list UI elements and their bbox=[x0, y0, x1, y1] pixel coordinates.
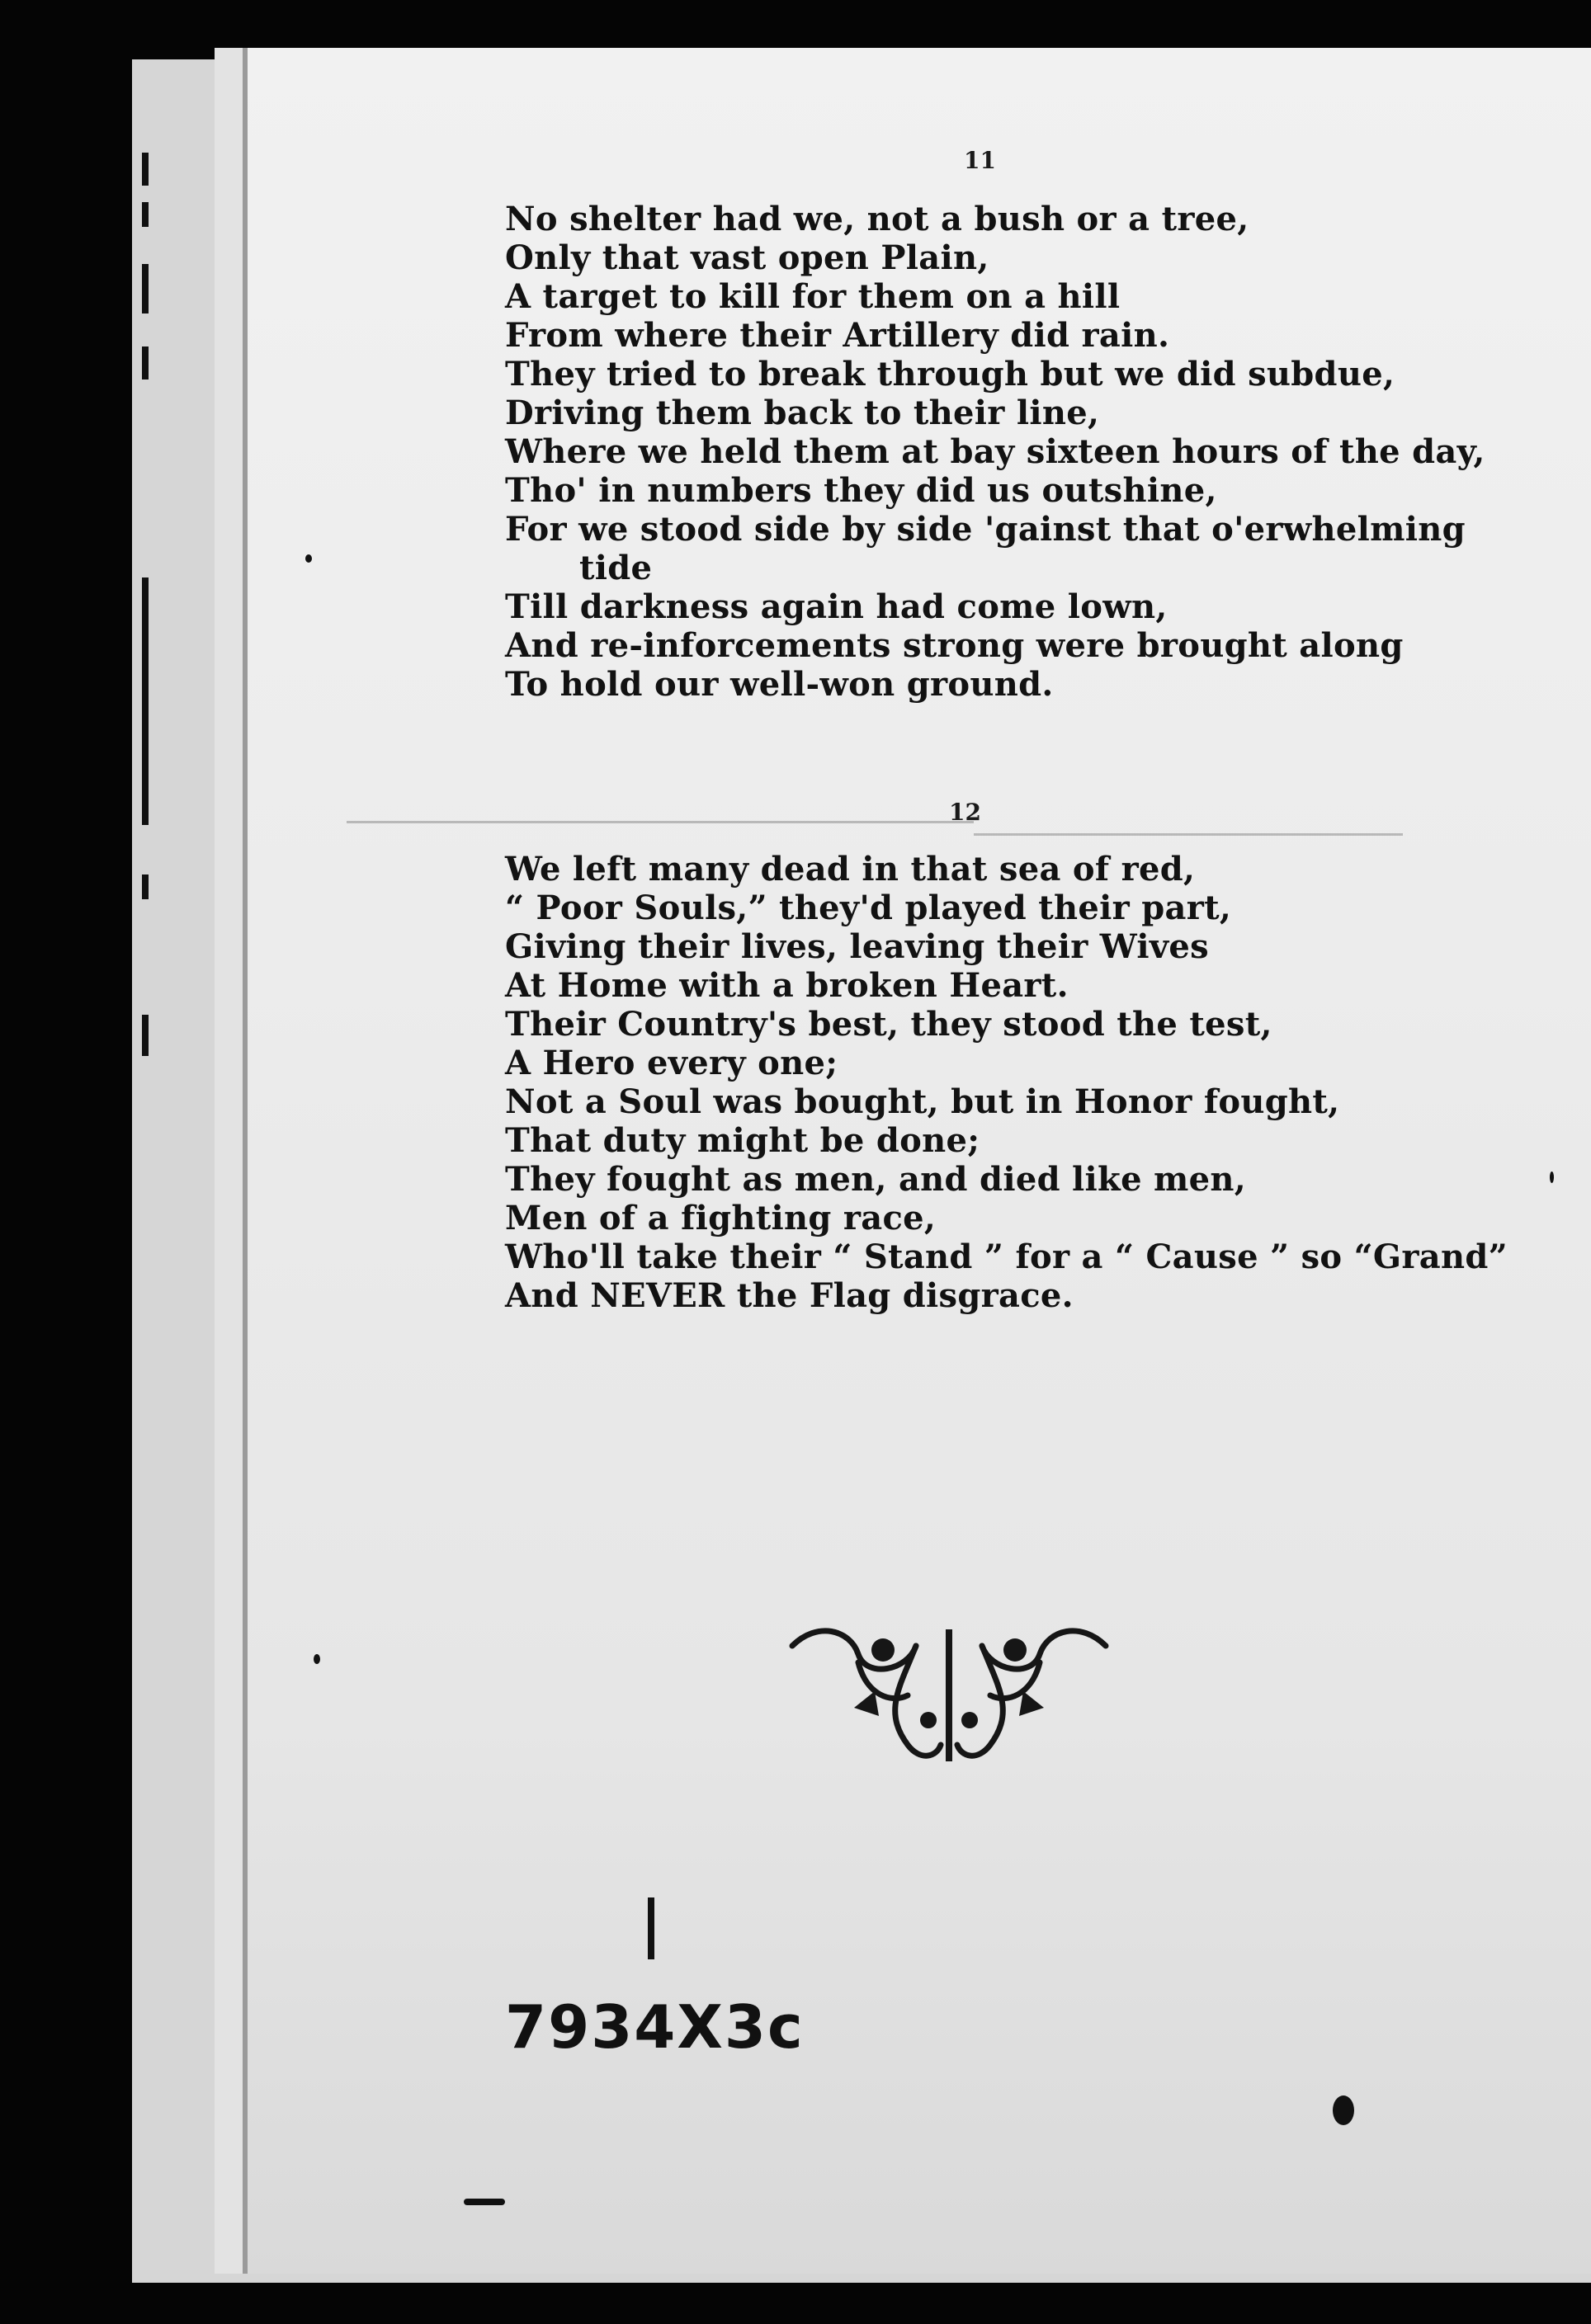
verse-line: Men of a fighting race, bbox=[505, 1199, 937, 1237]
catalog-number: 7934X3c bbox=[505, 1992, 805, 2062]
ink-smudge bbox=[1333, 2095, 1354, 2125]
binding-mark bbox=[142, 153, 149, 186]
verse-line: At Home with a broken Heart. bbox=[505, 966, 1069, 1005]
binding-mark bbox=[142, 264, 149, 313]
ink-smudge bbox=[314, 1654, 320, 1664]
verse-line: tide bbox=[579, 549, 653, 587]
scan-noise bbox=[347, 821, 974, 823]
verse-line: Only that vast open Plain, bbox=[505, 238, 989, 277]
binding-mark bbox=[142, 346, 149, 379]
binding-mark bbox=[142, 874, 149, 899]
ornament-icon bbox=[784, 1613, 1114, 1778]
binding-mark bbox=[142, 202, 149, 227]
verse-line: To hold our well-won ground. bbox=[505, 665, 1054, 704]
verse-line: A target to kill for them on a hill bbox=[505, 277, 1121, 316]
verse-line: They fought as men, and died like men, bbox=[505, 1160, 1247, 1199]
scan-noise bbox=[974, 833, 1403, 836]
ink-smudge bbox=[1550, 1171, 1554, 1183]
verse-line: Giving their lives, leaving their Wives bbox=[505, 927, 1209, 966]
verse-line: Tho' in numbers they did us outshine, bbox=[505, 471, 1217, 510]
verse-line: And NEVER the Flag disgrace. bbox=[505, 1276, 1074, 1315]
stanza-12 bbox=[505, 850, 1508, 1315]
handwritten-tick bbox=[648, 1897, 654, 1959]
binding-mark bbox=[142, 1015, 149, 1056]
page-number: 11 bbox=[964, 147, 996, 174]
verse-line: For we stood side by side 'gainst that o'erwhelming bbox=[505, 510, 1466, 549]
verse-line: No shelter had we, not a bush or a tree, bbox=[505, 200, 1249, 238]
verse-line: They tried to break through but we did subdue, bbox=[505, 355, 1395, 394]
ink-smudge bbox=[464, 2199, 505, 2205]
verse-line: Till darkness again had come lown, bbox=[505, 587, 1168, 626]
verse-line: And re-inforcements strong were brought along bbox=[505, 626, 1404, 665]
verse-line: Who'll take their “ Stand ” for a “ Cause ” so “Grand” bbox=[505, 1237, 1508, 1276]
verse-line: We left many dead in that sea of red, bbox=[505, 850, 1196, 889]
verse-line: From where their Artillery did rain. bbox=[505, 316, 1170, 355]
verse-line: Driving them back to their line, bbox=[505, 394, 1100, 432]
verse-line: That duty might be done; bbox=[505, 1121, 980, 1160]
verse-line: Not a Soul was bought, but in Honor fought, bbox=[505, 1082, 1340, 1121]
page-number: 12 bbox=[949, 799, 981, 826]
verse-line: Their Country's best, they stood the test, bbox=[505, 1005, 1272, 1044]
stanza-11 bbox=[505, 200, 1485, 704]
verse-line: Where we held them at bay sixteen hours of the day, bbox=[505, 432, 1485, 471]
verse-line: “ Poor Souls,” they'd played their part, bbox=[505, 889, 1232, 927]
verse-line: A Hero every one; bbox=[505, 1044, 838, 1082]
ink-smudge bbox=[305, 554, 312, 563]
binding-mark bbox=[142, 577, 149, 825]
